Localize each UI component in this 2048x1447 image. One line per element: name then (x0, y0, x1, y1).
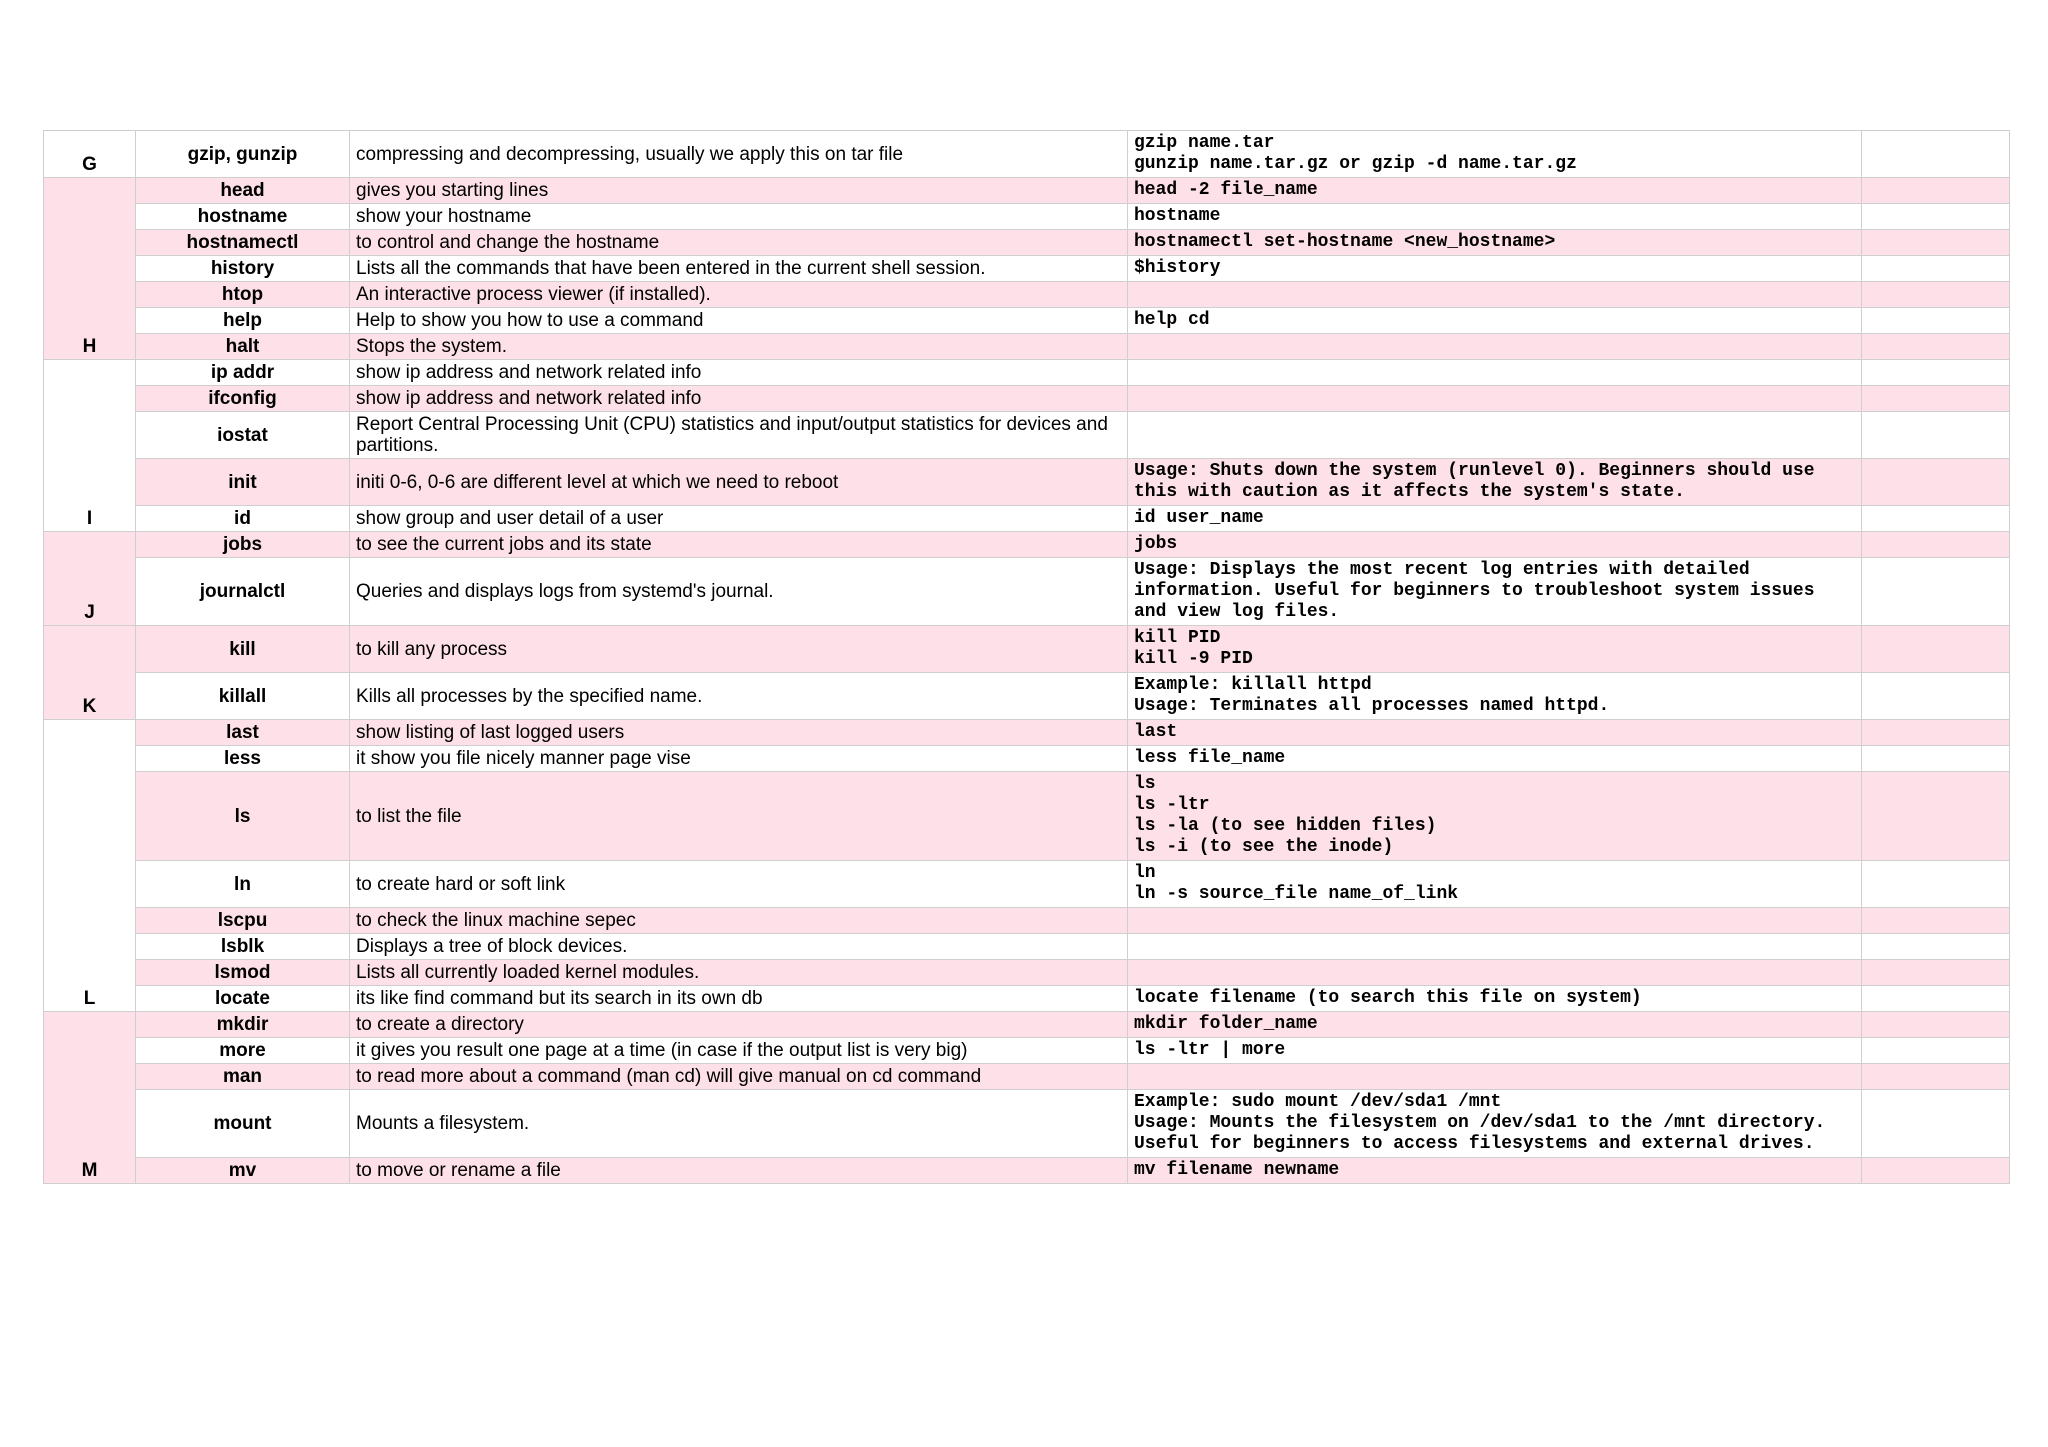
table-row (44, 861, 2010, 908)
command-example: id user_name (1128, 506, 1862, 532)
table-row (44, 1158, 2010, 1184)
command-example (1128, 360, 1862, 386)
command-name: jobs (136, 532, 350, 558)
notes-cell (1862, 720, 2010, 746)
table-row (44, 960, 2010, 986)
table-row (44, 558, 2010, 626)
notes-cell (1862, 178, 2010, 204)
command-example (1128, 386, 1862, 412)
notes-cell (1862, 861, 2010, 908)
table-row (44, 360, 2010, 386)
table-row (44, 459, 2010, 506)
table-body (44, 131, 2010, 1184)
notes-cell (1862, 386, 2010, 412)
table-row (44, 908, 2010, 934)
command-description: to kill any process (350, 626, 1128, 673)
table-row (44, 1012, 2010, 1038)
command-name: gzip, gunzip (136, 131, 350, 178)
command-name: ln (136, 861, 350, 908)
table-row (44, 532, 2010, 558)
notes-cell (1862, 282, 2010, 308)
table-row (44, 256, 2010, 282)
notes-cell (1862, 230, 2010, 256)
notes-cell (1862, 308, 2010, 334)
command-description: compressing and decompressing, usually we apply this on tar file (350, 131, 1128, 178)
command-name: mv (136, 1158, 350, 1184)
table-row (44, 720, 2010, 746)
command-name: ifconfig (136, 386, 350, 412)
command-description: Help to show you how to use a command (350, 308, 1128, 334)
command-example: gzip name.tar gunzip name.tar.gz or gzip -d name.tar.gz (1128, 131, 1862, 178)
table-row (44, 412, 2010, 459)
command-name: locate (136, 986, 350, 1012)
notes-cell (1862, 459, 2010, 506)
command-example: $history (1128, 256, 1862, 282)
table-row (44, 772, 2010, 861)
notes-cell (1862, 334, 2010, 360)
command-description: its like find command but its search in its own db (350, 986, 1128, 1012)
command-example: locate filename (to search this file on system) (1128, 986, 1862, 1012)
command-description: Lists all currently loaded kernel modules. (350, 960, 1128, 986)
notes-cell (1862, 934, 2010, 960)
command-example: Usage: Shuts down the system (runlevel 0). Beginners should use this with caution as it affects the system's state. (1128, 459, 1862, 506)
command-name: lscpu (136, 908, 350, 934)
command-name: htop (136, 282, 350, 308)
command-name: iostat (136, 412, 350, 459)
group-letter: M (44, 1012, 136, 1184)
command-name: init (136, 459, 350, 506)
command-example: ln ln -s source_file name_of_link (1128, 861, 1862, 908)
command-example (1128, 960, 1862, 986)
group-letter: J (44, 532, 136, 626)
command-description: to move or rename a file (350, 1158, 1128, 1184)
notes-cell (1862, 532, 2010, 558)
table-row (44, 934, 2010, 960)
notes-cell (1862, 1064, 2010, 1090)
command-example: hostname (1128, 204, 1862, 230)
command-name: history (136, 256, 350, 282)
table-row (44, 1038, 2010, 1064)
command-example (1128, 282, 1862, 308)
table-row (44, 986, 2010, 1012)
command-description: to read more about a command (man cd) will give manual on cd command (350, 1064, 1128, 1090)
table-row (44, 386, 2010, 412)
command-example: ls ls -ltr ls -la (to see hidden files) ls -i (to see the inode) (1128, 772, 1862, 861)
command-description: show ip address and network related info (350, 386, 1128, 412)
notes-cell (1862, 746, 2010, 772)
notes-cell (1862, 412, 2010, 459)
command-example (1128, 934, 1862, 960)
notes-cell (1862, 626, 2010, 673)
command-description: it show you file nicely manner page vise (350, 746, 1128, 772)
table-row (44, 308, 2010, 334)
command-example (1128, 334, 1862, 360)
notes-cell (1862, 558, 2010, 626)
command-description: show group and user detail of a user (350, 506, 1128, 532)
command-description: Stops the system. (350, 334, 1128, 360)
command-example: hostnamectl set-hostname <new_hostname> (1128, 230, 1862, 256)
group-letter: G (44, 131, 136, 178)
table-row (44, 178, 2010, 204)
command-description: show listing of last logged users (350, 720, 1128, 746)
command-description: Mounts a filesystem. (350, 1090, 1128, 1158)
notes-cell (1862, 908, 2010, 934)
command-description: to control and change the hostname (350, 230, 1128, 256)
command-name: kill (136, 626, 350, 673)
notes-cell (1862, 506, 2010, 532)
command-name: lsmod (136, 960, 350, 986)
command-name: lsblk (136, 934, 350, 960)
table-row (44, 673, 2010, 720)
command-example: mv filename newname (1128, 1158, 1862, 1184)
command-example: Example: sudo mount /dev/sda1 /mnt Usage: Mounts the filesystem on /dev/sda1 to the /mnt directory. Useful for beginners to access filesystems and external drives. (1128, 1090, 1862, 1158)
command-name: halt (136, 334, 350, 360)
group-letter: K (44, 626, 136, 720)
group-letter: L (44, 720, 136, 1012)
command-example: Usage: Displays the most recent log entries with detailed information. Useful for beginners to troubleshoot system issues and view log files. (1128, 558, 1862, 626)
command-example: head -2 file_name (1128, 178, 1862, 204)
command-name: hostnamectl (136, 230, 350, 256)
command-example: Example: killall httpd Usage: Terminates all processes named httpd. (1128, 673, 1862, 720)
notes-cell (1862, 1090, 2010, 1158)
command-name: man (136, 1064, 350, 1090)
command-description: Kills all processes by the specified name. (350, 673, 1128, 720)
command-description: Report Central Processing Unit (CPU) statistics and input/output statistics for devices and partitions. (350, 412, 1128, 459)
command-example: last (1128, 720, 1862, 746)
command-name: mount (136, 1090, 350, 1158)
command-name: more (136, 1038, 350, 1064)
command-description: Displays a tree of block devices. (350, 934, 1128, 960)
notes-cell (1862, 772, 2010, 861)
group-letter: H (44, 178, 136, 360)
command-example: less file_name (1128, 746, 1862, 772)
command-name: killall (136, 673, 350, 720)
command-name: head (136, 178, 350, 204)
group-letter: I (44, 360, 136, 532)
command-description: show your hostname (350, 204, 1128, 230)
command-reference-table (43, 130, 2009, 1184)
notes-cell (1862, 256, 2010, 282)
command-name: id (136, 506, 350, 532)
command-name: help (136, 308, 350, 334)
command-name: less (136, 746, 350, 772)
table-row (44, 204, 2010, 230)
command-name: last (136, 720, 350, 746)
command-description: show ip address and network related info (350, 360, 1128, 386)
notes-cell (1862, 1012, 2010, 1038)
notes-cell (1862, 960, 2010, 986)
notes-cell (1862, 360, 2010, 386)
command-description: to list the file (350, 772, 1128, 861)
command-description: An interactive process viewer (if installed). (350, 282, 1128, 308)
command-example: help cd (1128, 308, 1862, 334)
command-name: journalctl (136, 558, 350, 626)
command-example: jobs (1128, 532, 1862, 558)
table-row (44, 746, 2010, 772)
command-example: ls -ltr | more (1128, 1038, 1862, 1064)
notes-cell (1862, 1158, 2010, 1184)
command-example (1128, 412, 1862, 459)
table-row (44, 506, 2010, 532)
command-example: mkdir folder_name (1128, 1012, 1862, 1038)
notes-cell (1862, 131, 2010, 178)
command-example: kill PID kill -9 PID (1128, 626, 1862, 673)
command-description: to create a directory (350, 1012, 1128, 1038)
notes-cell (1862, 1038, 2010, 1064)
table-row (44, 334, 2010, 360)
command-description: it gives you result one page at a time (in case if the output list is very big) (350, 1038, 1128, 1064)
notes-cell (1862, 673, 2010, 720)
command-example (1128, 1064, 1862, 1090)
command-name: ip addr (136, 360, 350, 386)
table-row (44, 230, 2010, 256)
table-row (44, 131, 2010, 178)
command-name: ls (136, 772, 350, 861)
notes-cell (1862, 986, 2010, 1012)
command-description: initi 0-6, 0-6 are different level at which we need to reboot (350, 459, 1128, 506)
notes-cell (1862, 204, 2010, 230)
table-row (44, 282, 2010, 308)
command-description: gives you starting lines (350, 178, 1128, 204)
command-description: to check the linux machine sepec (350, 908, 1128, 934)
command-description: to see the current jobs and its state (350, 532, 1128, 558)
table-row (44, 1090, 2010, 1158)
command-description: Queries and displays logs from systemd's journal. (350, 558, 1128, 626)
command-description: to create hard or soft link (350, 861, 1128, 908)
table-row (44, 1064, 2010, 1090)
command-description: Lists all the commands that have been entered in the current shell session. (350, 256, 1128, 282)
command-name: hostname (136, 204, 350, 230)
command-example (1128, 908, 1862, 934)
table-row (44, 626, 2010, 673)
command-name: mkdir (136, 1012, 350, 1038)
